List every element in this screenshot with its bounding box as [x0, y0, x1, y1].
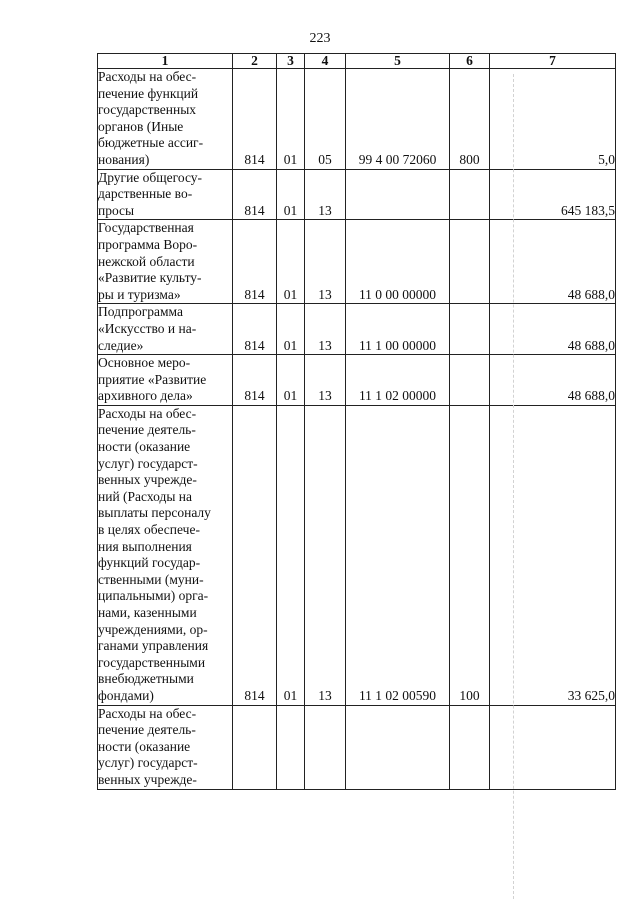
target-item-code [346, 705, 450, 789]
text-line: ний (Расходы на [98, 488, 192, 504]
subsection-code: 13 [305, 220, 346, 304]
text-line: услуг) государст- [98, 455, 198, 471]
text-line: в целях обеспече- [98, 522, 200, 538]
text-line: ципальными) орга- [98, 588, 209, 604]
column-header-6: 6 [450, 54, 490, 69]
budget-table [97, 53, 616, 790]
expense-type-code [450, 705, 490, 789]
text-line: ности (оказание [98, 738, 191, 754]
target-item-code: 11 1 00 00000 [346, 304, 450, 355]
amount: 48 688,0 [490, 304, 616, 355]
text-line: ственными (муни- [98, 571, 204, 587]
text-line: государственными [98, 654, 206, 670]
text-line: услуг) государст- [98, 755, 198, 771]
ministry-code [233, 705, 277, 789]
expense-name [98, 705, 233, 789]
text-line: «Развитие культу- [98, 270, 202, 286]
column-header-3: 3 [277, 54, 305, 69]
text-line: следие» [98, 337, 144, 353]
ministry-code: 814 [233, 69, 277, 170]
column-header-1: 1 [98, 54, 233, 69]
section-code: 01 [277, 405, 305, 705]
text-line: венных учрежде- [98, 472, 197, 488]
subsection-code [305, 705, 346, 789]
section-code: 01 [277, 355, 305, 406]
ministry-code: 814 [233, 405, 277, 705]
text-line: венных учрежде- [98, 771, 197, 787]
text-line: просы [98, 202, 135, 218]
table-row [98, 355, 616, 406]
text-line: учреждениями, ор- [98, 621, 208, 637]
page-number: 223 [309, 31, 331, 46]
amount: 48 688,0 [490, 355, 616, 406]
text-line: внебюджетными [98, 671, 194, 687]
text-line: архивного дела» [98, 388, 193, 404]
amount: 645 183,5 [490, 169, 616, 220]
subsection-code: 13 [305, 405, 346, 705]
expense-type-code [450, 169, 490, 220]
text-line: программа Воро- [98, 236, 198, 252]
text-line: «Искусство и на- [98, 320, 197, 336]
column-header-5: 5 [346, 54, 450, 69]
section-code: 01 [277, 220, 305, 304]
expense-type-code: 800 [450, 69, 490, 170]
text-line: выплаты персоналу [98, 505, 211, 521]
section-code: 01 [277, 169, 305, 220]
text-line: государственных [98, 102, 197, 118]
expense-name [98, 69, 233, 170]
table-row [98, 304, 616, 355]
text-line: нами, казенными [98, 605, 197, 620]
subsection-code: 13 [305, 355, 346, 406]
expense-type-code [450, 220, 490, 304]
text-line: ры и туризма» [98, 286, 181, 302]
column-header-7: 7 [490, 54, 616, 69]
ministry-code: 814 [233, 355, 277, 406]
column-header-4: 4 [305, 54, 346, 69]
text-line: функций государ- [98, 555, 201, 571]
text-line: Расходы на обес- [98, 69, 197, 84]
amount: 5,0 [490, 69, 616, 170]
text-line: Основное меро- [98, 355, 191, 371]
amount: 33 625,0 [490, 405, 616, 705]
target-item-code: 99 4 00 72060 [346, 69, 450, 170]
amount [490, 705, 616, 789]
text-line: Расходы на обес- [98, 405, 197, 421]
text-line: ганами управления [98, 638, 209, 654]
text-line: Подпрограмма [98, 304, 183, 320]
table-row [98, 169, 616, 220]
expense-name [98, 220, 233, 304]
subsection-code: 13 [305, 169, 346, 220]
expense-type-code [450, 304, 490, 355]
text-line: ния выполнения [98, 538, 192, 554]
expense-name [98, 169, 233, 220]
amount: 48 688,0 [490, 220, 616, 304]
text-line: приятие «Развитие [98, 371, 207, 387]
table-row [98, 220, 616, 304]
ministry-code: 814 [233, 220, 277, 304]
expense-type-code [450, 355, 490, 406]
target-item-code: 11 1 02 00590 [346, 405, 450, 705]
target-item-code: 11 0 00 00000 [346, 220, 450, 304]
text-line: нования) [98, 151, 150, 167]
text-line: печение деятель- [98, 722, 196, 738]
column-header-2: 2 [233, 54, 277, 69]
expense-name [98, 405, 233, 705]
section-code: 01 [277, 69, 305, 170]
subsection-code: 13 [305, 304, 346, 355]
text-line: ности (оказание [98, 439, 191, 455]
ministry-code: 814 [233, 169, 277, 220]
text-line: фондами) [98, 687, 154, 703]
target-item-code: 11 1 02 00000 [346, 355, 450, 406]
table-row [98, 705, 616, 789]
subsection-code: 05 [305, 69, 346, 170]
table-row [98, 69, 616, 170]
ministry-code: 814 [233, 304, 277, 355]
text-line: нежской области [98, 253, 195, 269]
section-code [277, 705, 305, 789]
text-line: Другие общегосу- [98, 169, 203, 185]
text-line: печение функций [98, 85, 199, 101]
scan-dash-line [513, 74, 515, 899]
expense-type-code: 100 [450, 405, 490, 705]
text-line: дарственные во- [98, 186, 193, 202]
target-item-code [346, 169, 450, 220]
expense-name [98, 304, 233, 355]
section-code: 01 [277, 304, 305, 355]
header-row [98, 54, 616, 69]
text-line: Расходы на обес- [98, 705, 197, 721]
text-line: органов (Иные [98, 118, 184, 134]
text-line: Государственная [98, 220, 194, 236]
text-line: бюджетные ассиг- [98, 135, 204, 151]
table-row [98, 405, 616, 705]
expense-name [98, 355, 233, 406]
text-line: печение деятель- [98, 422, 196, 438]
